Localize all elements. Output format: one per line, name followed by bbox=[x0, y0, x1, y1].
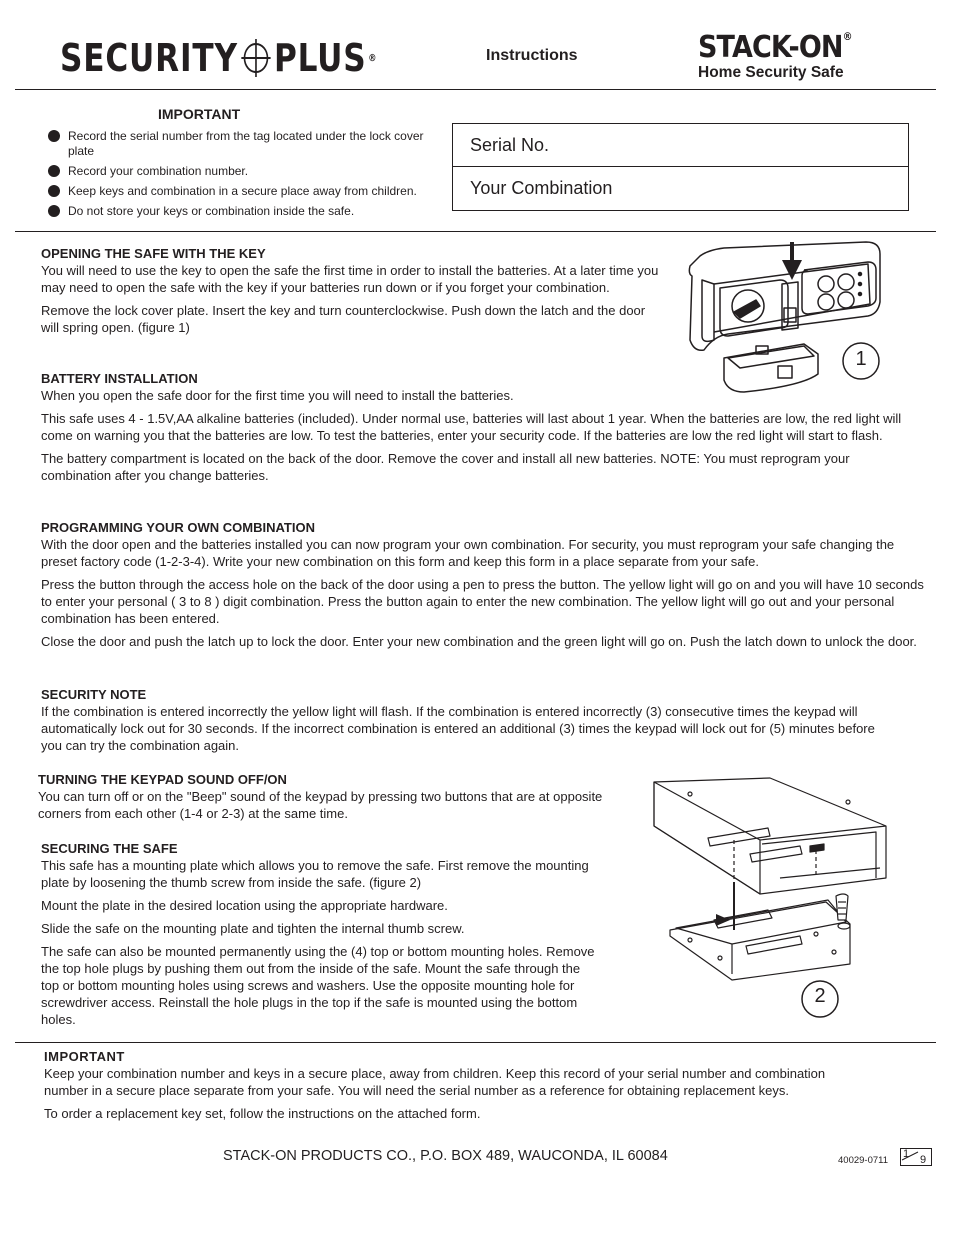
section-heading: IMPORTANT bbox=[44, 1049, 125, 1064]
paragraph: Keep your combination number and keys in a secure place, away from children. Keep this record of your serial number and combination number in a secure place separate from your safe. You will need the serial number as a reference for obtaining replacement keys. bbox=[44, 1066, 826, 1098]
document-title: Instructions bbox=[486, 47, 578, 64]
section-heading: TURNING THE KEYPAD SOUND OFF/ON bbox=[38, 772, 287, 787]
section-heading: PROGRAMMING YOUR OWN COMBINATION bbox=[41, 520, 315, 535]
paragraph: This safe has a mounting plate which allows you to remove the safe. First remove the mounting plate by loosening the thumb screw from inside the safe. (figure 2) bbox=[41, 858, 589, 890]
logo-word-security: SECURITY bbox=[60, 36, 238, 80]
stack-on-logo bbox=[698, 30, 852, 65]
section-divider bbox=[15, 1042, 936, 1043]
part-number: 40029-0711 bbox=[838, 1155, 889, 1166]
list-item: Record your combination number. bbox=[48, 164, 440, 179]
paragraph: Press the button through the access hole on the back of the door using a pen to press the button. The yellow light will go on and you will have 10 seconds to enter your personal ( 3 to 8 ) digit combination. Press the button again to enter the new combination. The yellow light will go out and your personal combination has been entered. bbox=[41, 577, 924, 626]
logo-word-plus: PLUS bbox=[273, 36, 367, 80]
serial-number-field[interactable]: Serial No. bbox=[470, 135, 550, 155]
paragraph: This safe uses 4 - 1.5V,AA alkaline batteries (included). Under normal use, batteries will last about 1 year. When the batteries are low, the red light will come on warning you that the batteries are low. To test the batteries, enter your security code. If the batteries are low the red light will start to flash. bbox=[41, 411, 902, 443]
important-list bbox=[48, 129, 440, 224]
important-bottom-section bbox=[44, 1049, 844, 1128]
figure-1-label: 1 bbox=[855, 348, 867, 370]
section-heading: OPENING THE SAFE WITH THE KEY bbox=[41, 246, 266, 261]
bullet-icon bbox=[48, 130, 60, 142]
stack-on-registered-mark: ® bbox=[842, 30, 852, 43]
paragraph: Close the door and push the latch up to lock the door. Enter your new combination and the green light will go on. Push the latch down to unlock the door. bbox=[41, 634, 917, 649]
section-heading: BATTERY INSTALLATION bbox=[41, 371, 198, 386]
combination-field[interactable]: Your Combination bbox=[453, 166, 908, 209]
security-plus-logo bbox=[60, 36, 377, 80]
page-indicator bbox=[900, 1148, 932, 1166]
section-heading: SECURING THE SAFE bbox=[41, 841, 178, 856]
security-note-section bbox=[41, 687, 891, 760]
paragraph: To order a replacement key set, follow the instructions on the attached form. bbox=[44, 1106, 481, 1121]
product-subtitle: Home Security Safe bbox=[698, 64, 844, 81]
header-divider bbox=[15, 89, 936, 90]
paragraph: You will need to use the key to open the safe the first time in order to install the batteries. At a later time you may need to open the safe with the key if your batteries run down or if you forget your combination. bbox=[41, 263, 659, 295]
paragraph: If the combination is entered incorrectly the yellow light will flash. If the combination is entered incorrectly (3) consecutive times the keypad will automatically lock out for 30 seconds. If the incorrect combination is entered an additional (3) times the keypad will lock out for (5) minutes before you can try the combination again. bbox=[41, 704, 875, 753]
important-heading: IMPORTANT bbox=[158, 106, 241, 122]
list-item: Record the serial number from the tag located under the lock cover plate bbox=[48, 129, 440, 159]
record-form bbox=[452, 123, 909, 211]
crosshair-icon bbox=[241, 38, 271, 78]
page-number: 1 bbox=[903, 1148, 910, 1160]
bullet-icon bbox=[48, 185, 60, 197]
opening-section bbox=[41, 246, 661, 342]
battery-section bbox=[41, 371, 911, 490]
section-divider bbox=[15, 231, 936, 232]
paragraph: With the door open and the batteries installed you can now program your own combination. For security, you must reprogram your safe changing the preset factory code (1-2-3-4). Write your new combination on this form and keep this form in a place separate from your safe. bbox=[41, 537, 895, 569]
paragraph: The safe can also be mounted permanently using the (4) top or bottom mounting holes. Remove the top hole plugs by pushing them out from the inside of the safe. Mount the safe through the top or bottom mounting holes using screws and washers. Use the opposite mounting hole for screwdriver access. Reinstall the hole plugs in the top if the safe is mounted using the bottom holes. bbox=[41, 944, 595, 1027]
keypad-sound-section bbox=[38, 772, 603, 828]
figure-2-mounting-plate-illustration bbox=[650, 774, 890, 986]
paragraph: You can turn off or on the "Beep" sound of the keypad by pressing two buttons that are at opposite corners from each other (1-4 or 2-3) at the same time. bbox=[38, 789, 603, 821]
bullet-icon bbox=[48, 205, 60, 217]
list-item: Do not store your keys or combination inside the safe. bbox=[48, 204, 440, 219]
paragraph: The battery compartment is located on the back of the door. Remove the cover and install all new batteries. NOTE: You must reprogram your combination after you change batteries. bbox=[41, 451, 850, 483]
programming-section bbox=[41, 520, 926, 656]
stack-on-wordmark: STACK-ON bbox=[698, 30, 843, 65]
section-heading: SECURITY NOTE bbox=[41, 687, 147, 702]
securing-section bbox=[41, 841, 601, 1034]
page-total: 9 bbox=[920, 1154, 927, 1166]
figure-2-label: 2 bbox=[814, 985, 826, 1007]
paragraph: When you open the safe door for the first time you will need to install the batteries. bbox=[41, 388, 514, 403]
company-address: STACK-ON PRODUCTS CO., P.O. BOX 489, WAUCONDA, IL 60084 bbox=[223, 1148, 668, 1164]
bullet-icon bbox=[48, 165, 60, 177]
registered-mark: ® bbox=[368, 52, 378, 64]
list-item: Keep keys and combination in a secure place away from children. bbox=[48, 184, 440, 199]
paragraph: Slide the safe on the mounting plate and tighten the internal thumb screw. bbox=[41, 921, 465, 936]
paragraph: Mount the plate in the desired location using the appropriate hardware. bbox=[41, 898, 448, 913]
paragraph: Remove the lock cover plate. Insert the key and turn counterclockwise. Push down the latch and the door will spring open. (figure 1) bbox=[41, 303, 646, 335]
